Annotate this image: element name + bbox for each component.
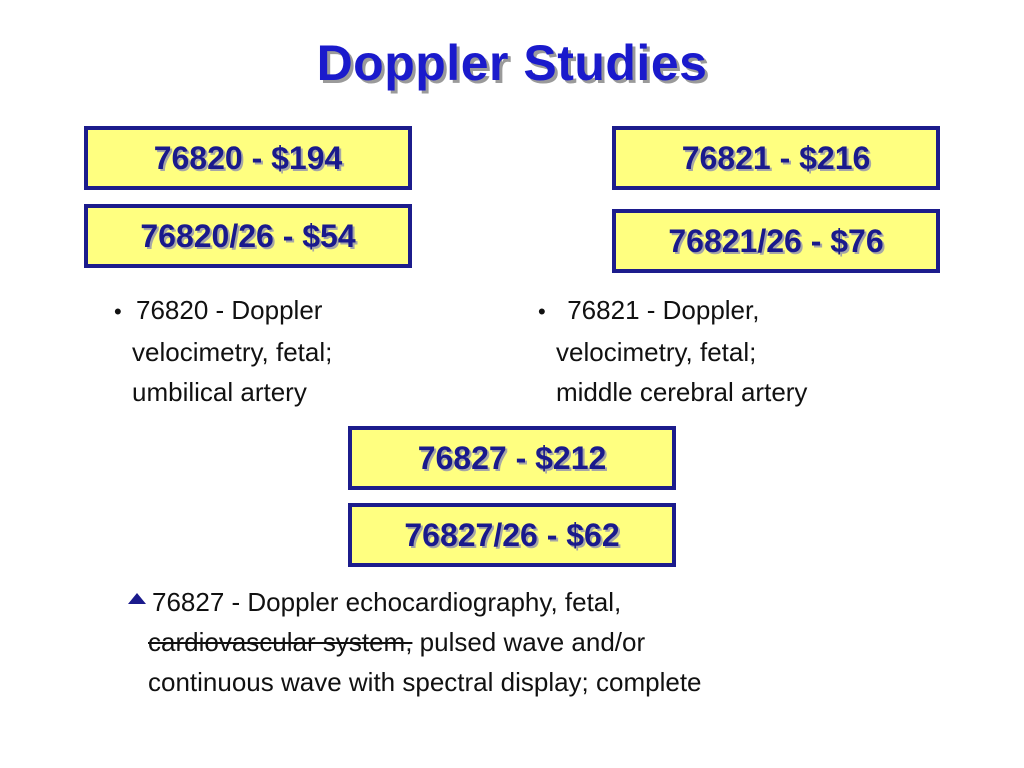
slide-title: Doppler Studies <box>316 35 708 91</box>
description-76820-line3: umbilical artery <box>132 377 307 407</box>
description-76827-line1: 76827 - Doppler echocardiography, fetal, <box>152 587 622 617</box>
code-box-76827: 76827 - $212 <box>348 426 676 490</box>
description-76821-line1: 76821 - Doppler, <box>560 295 760 325</box>
description-76821-line3: middle cerebral artery <box>556 377 808 407</box>
code-box-76821-26: 76821/26 - $76 <box>612 209 940 273</box>
bullet-icon: • <box>114 299 122 324</box>
description-76827-struck-text: cardiovascular system, <box>148 627 413 657</box>
code-box-76820-26: 76820/26 - $54 <box>84 204 412 268</box>
description-76827-line3: continuous wave with spectral display; complete <box>148 667 702 697</box>
description-76820-line1: 76820 - Doppler <box>136 295 323 325</box>
description-76820 <box>114 290 332 412</box>
bullet-icon: • <box>538 299 546 324</box>
code-box-76821: 76821 - $216 <box>612 126 940 190</box>
description-76827-line2: pulsed wave and/or <box>412 627 646 657</box>
triangle-bullet-icon <box>128 593 146 604</box>
code-box-76827-26: 76827/26 - $62 <box>348 503 676 567</box>
description-76820-line2: velocimetry, fetal; <box>132 337 333 367</box>
description-76827 <box>128 582 702 702</box>
description-76821 <box>538 290 807 412</box>
code-box-76820: 76820 - $194 <box>84 126 412 190</box>
description-76821-line2: velocimetry, fetal; <box>556 337 757 367</box>
